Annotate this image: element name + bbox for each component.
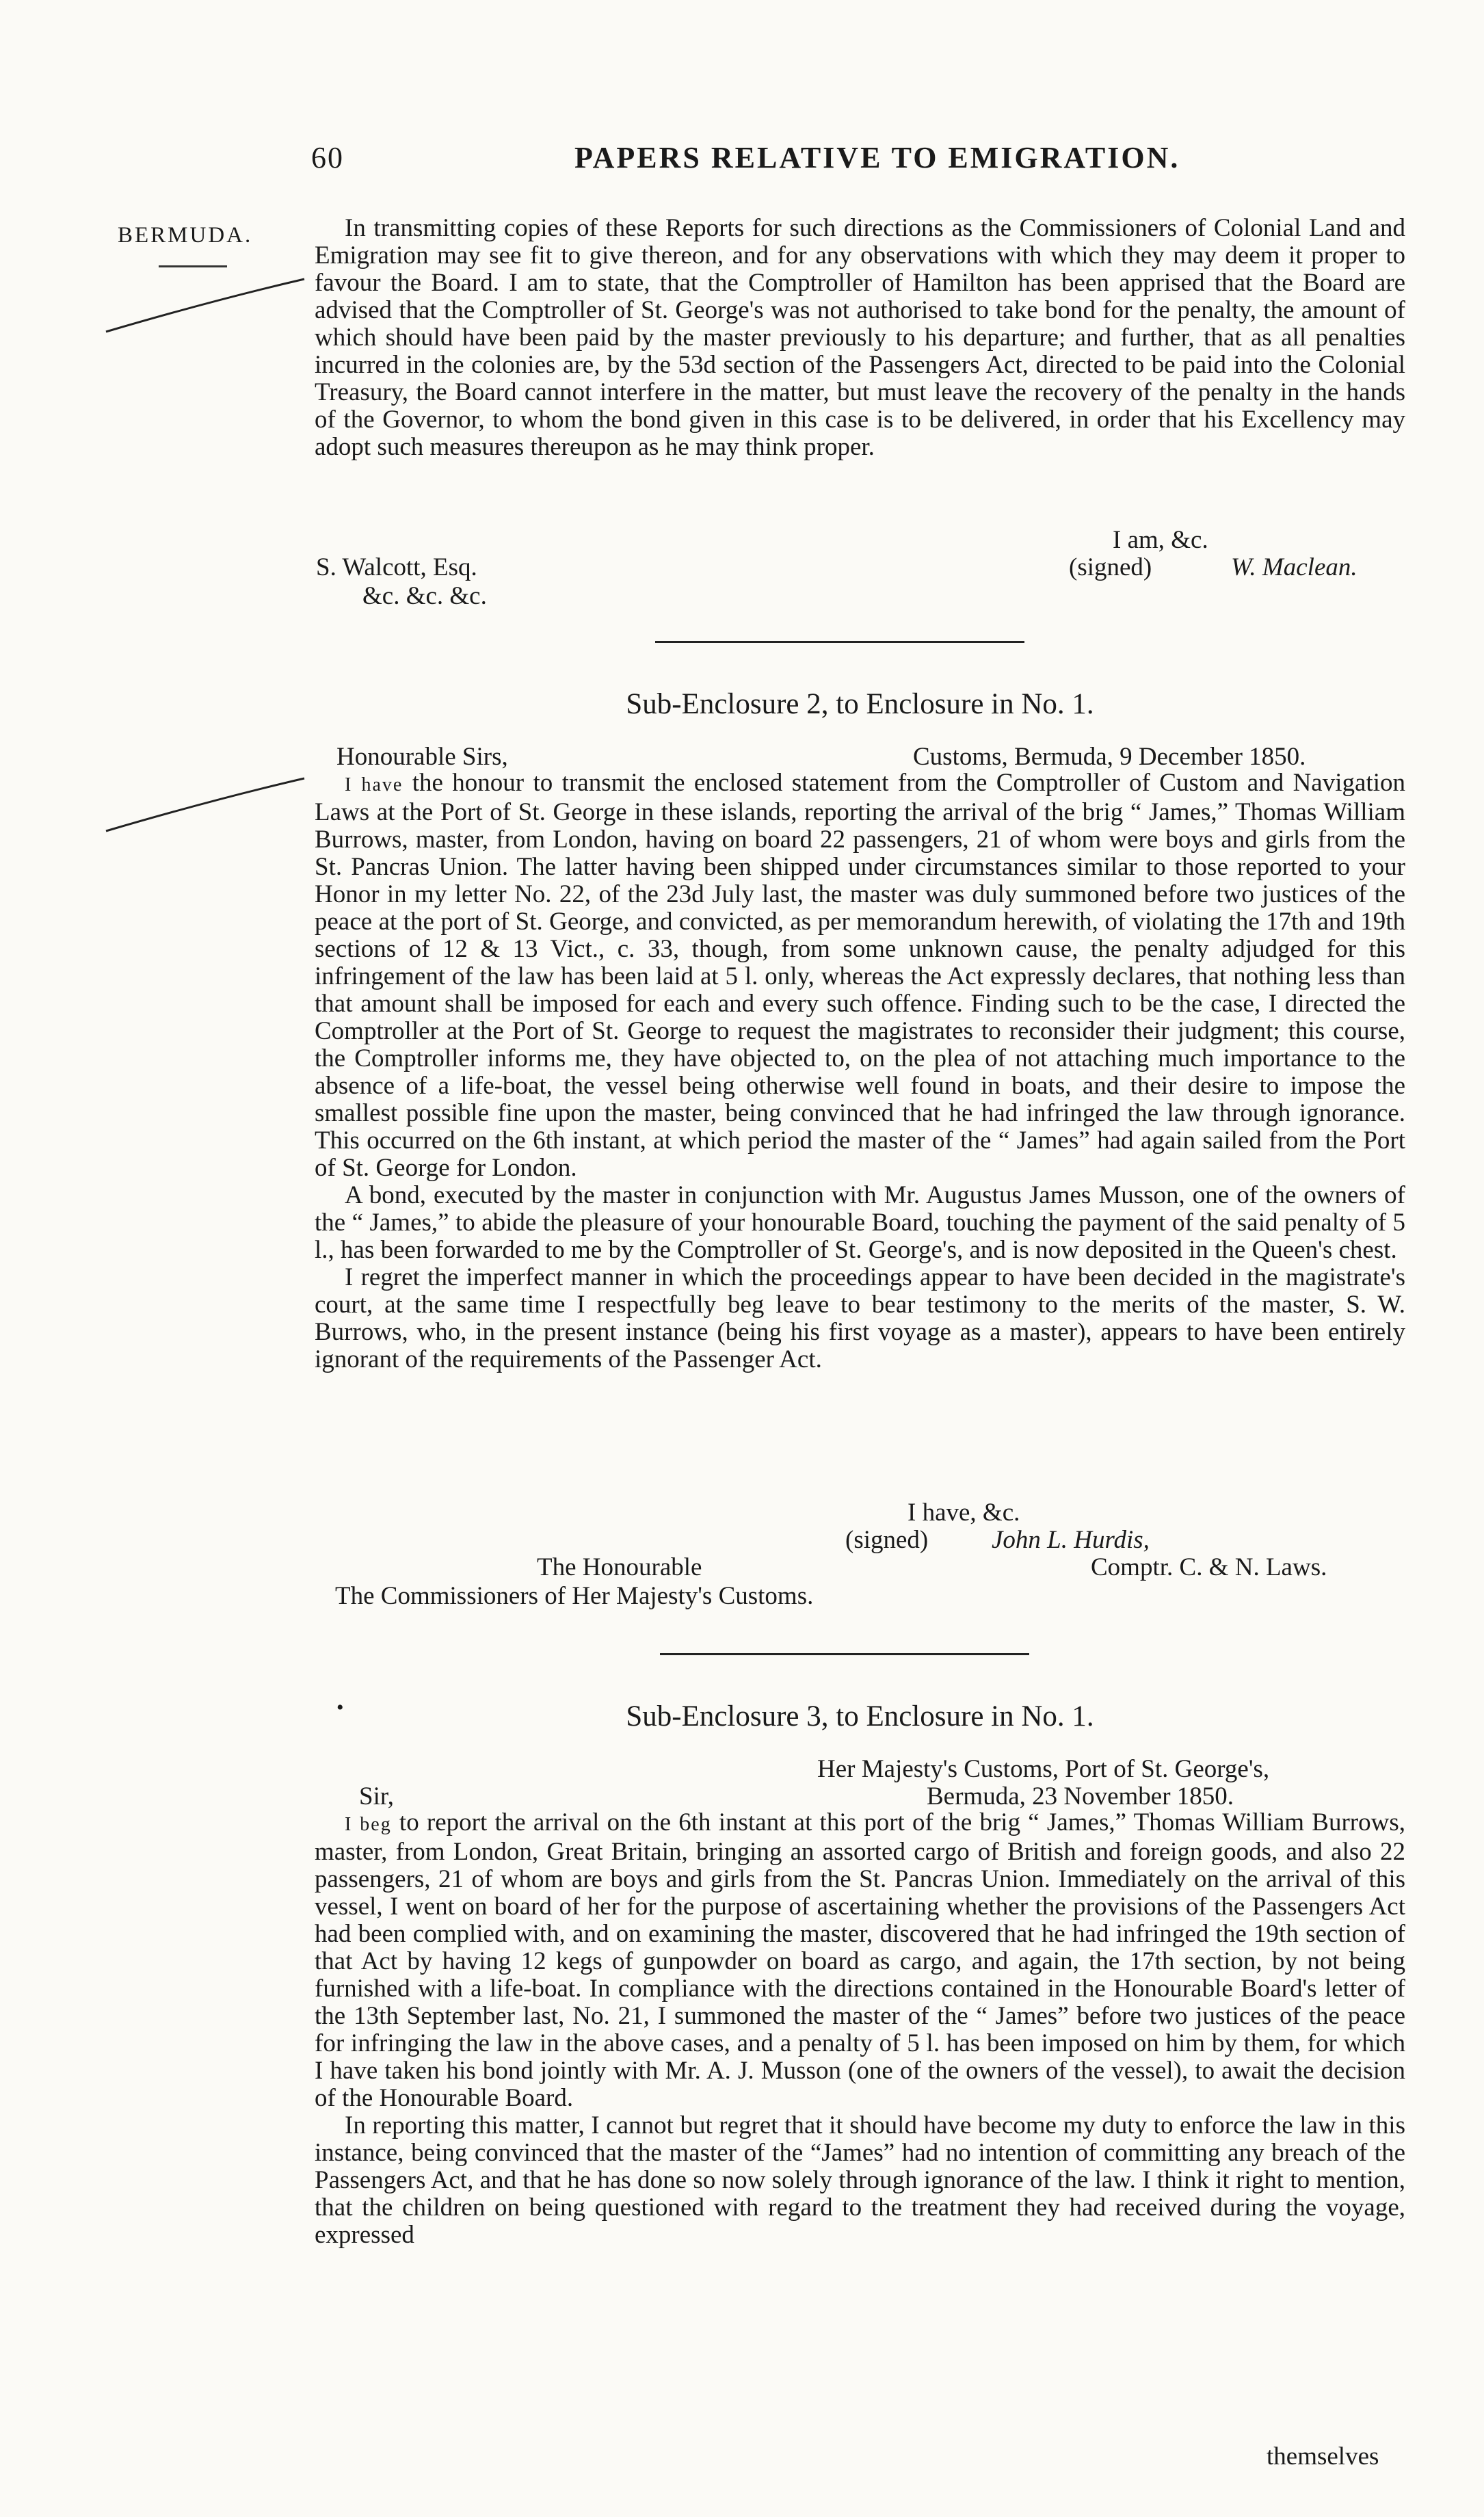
enclosure3-body [315,1809,1405,2249]
page-number: 60 [311,141,344,174]
margin-note: BERMUDA. [118,223,253,248]
enclosure3-salutation: Sir, [359,1782,394,1810]
letter1-paragraph: In transmitting copies of these Reports for such directions as the Commissioners of Colonial Land and Emigration may see fit to give thereon, and for any observations with which they may deem it proper to favour the Board. I am to state, that the Comptroller of Hamilton has been apprised that the Board are advised that the Comptroller of St. George's was not authorised to take bond for the penalty, the amount of which should have been paid by the master previously to his departure; and further, that as all penalties incurred in the colonies are, by the 53d section of the Passengers Act, directed to be paid into the Colonial Treasury, the Board cannot interfere in the matter, but must leave the recovery of the penalty in the hands of the Governor, to whom the bond given in this case is to be delivered, in order that his Excellency may adopt such measures thereupon as he may think proper. [315,214,1405,461]
enclosure2-signed: (signed) [845,1526,929,1554]
enclosure3-p2: In reporting this matter, I cannot but regret that it should have become my duty to enforce the law in this instance, being convinced that the master of the “James” had no intention of committing any breach of the Passengers Act, and that he has done so now solely through ignorance of the law. I think it right to mention, that the children on being questioned with regard to the treatment they had received during the voyage, expressed [315,2111,1405,2249]
letter1-addressee: S. Walcott, Esq. [316,553,477,581]
enclosure2-addressee2: The Commissioners of Her Majesty's Customs. [335,1582,814,1610]
enclosure3-place2: Bermuda, 23 November 1850. [927,1782,1234,1810]
enclosure2-place-date: Customs, Bermuda, 9 December 1850. [913,743,1306,771]
enclosure3-p1: I beg to report the arrival on the 6th instant at this port of the brig “ James,” Thomas William Burrows, master, from London, Great Britain, bringing an assorted cargo of British and foreign goods, and also 22 passengers, 21 of whom are boys and girls from the St. Pancras Union. Immediately on the arrival of this vessel, I went on board of her for the purpose of ascertaining whether the provisions of the Passengers Act had been complied with, and on examining the master, discovered that he had infringed the 19th section of that Act by having 12 kegs of gunpowder on board as cargo, and again, the 17th section, by not being furnished with a life-boat. In compliance with the directions contained in the Honourable Board's letter of the 13th September last, No. 21, I summoned the master of the “ James” before two justices of the peace for infringing the law in the above cases, and a penalty of 5 l. has been imposed on him by them, for which I have taken his bond jointly with Mr. A. J. Musson (one of the owners of the vessel), to await the decision of the Honourable Board. [315,1808,1405,2112]
letter1-addressee-sub: &c. &c. &c. [362,582,487,610]
enclosure3-heading: Sub-Enclosure 3, to Enclosure in No. 1. [626,1700,1094,1732]
enclosure2-title: Comptr. C. & N. Laws. [1091,1553,1327,1581]
letter1-closing: I am, &c. [1113,526,1208,554]
letter1-signature: W. Maclean. [1231,553,1357,581]
enclosure2-addressee1: The Honourable [537,1553,702,1581]
enclosure2-p1: I have the honour to transmit the enclosed statement from the Comptroller of Custom and Navigation Laws at the Port of St. George in these islands, reporting the arrival of the brig “ James,” Thomas William Burrows, master, from London, having on board 22 passengers, 21 of whom were boys and girls from the St. Pancras Union. The latter having been shipped under circumstances similar to those reported to your Honor in my letter No. 22, of the 23d July last, the master was duly summoned before two justices of the peace at the port of St. George, and convicted, as per memorandum herewith, of violating the 17th and 19th sections of 12 & 13 Vict., c. 33, though, from some unknown cause, the penalty adjudged for this infringement of the law has been laid at 5 l. only, whereas the Act expressly declares, that nothing less than that amount shall be imposed for each and every such offence. Finding such to be the case, I directed the Comptroller at the Port of St. George to request the magistrates to reconsider their judgment; this course, the Comptroller informs me, they have objected to, on the plea of not attaching much importance to the absence of a life-boat, the vessel being otherwise well found in boats, and their desire to impose the smallest possible fine upon the master, being convinced that he had infringed the law through ignorance. This occurred on the 6th instant, at which period the master of the “ James” had again sailed from the Port of St. George for London. [315,769,1405,1182]
enclosure2-body [315,769,1405,1373]
enclosure2-p3: I regret the imperfect manner in which the proceedings appear to have been decided in the magistrate's court, at the same time I respectfully beg leave to bear testimony to the merits of the master, S. W. Burrows, who, in the present instance (being his first voyage as a master), appears to have been entirely ignorant of the requirements of the Passenger Act. [315,1263,1405,1373]
section-divider-2 [660,1653,1029,1655]
enclosure2-lead-word: I have [345,774,403,795]
page-title: PAPERS RELATIVE TO EMIGRATION. [574,141,1180,174]
ink-speck: • [336,1696,344,1719]
enclosure2-p2: A bond, executed by the master in conjunction with Mr. Augustus James Musson, one of the owners of the “ James,” to abide the pleasure of your honourable Board, touching the payment of the said penalty of 5 l., has been forwarded to me by the Comptroller of St. George's, and is now deposited in the Queen's chest. [315,1181,1405,1264]
pen-mark-1 [103,274,308,335]
enclosure3-place1: Her Majesty's Customs, Port of St. George's, [817,1755,1270,1783]
enclosure3-lead-word: I beg [345,1814,392,1835]
catchword: themselves [1267,2442,1379,2470]
enclosure2-heading: Sub-Enclosure 2, to Enclosure in No. 1. [626,688,1094,720]
enclosure2-closing: I have, &c. [907,1499,1020,1527]
section-divider-1 [655,641,1024,643]
letter1-signed: (signed) [1069,553,1152,581]
pen-mark-2 [103,773,308,834]
margin-divider [159,265,227,267]
enclosure2-salutation: Honourable Sirs, [336,743,508,771]
enclosure2-signature: John L. Hurdis, [992,1526,1150,1554]
